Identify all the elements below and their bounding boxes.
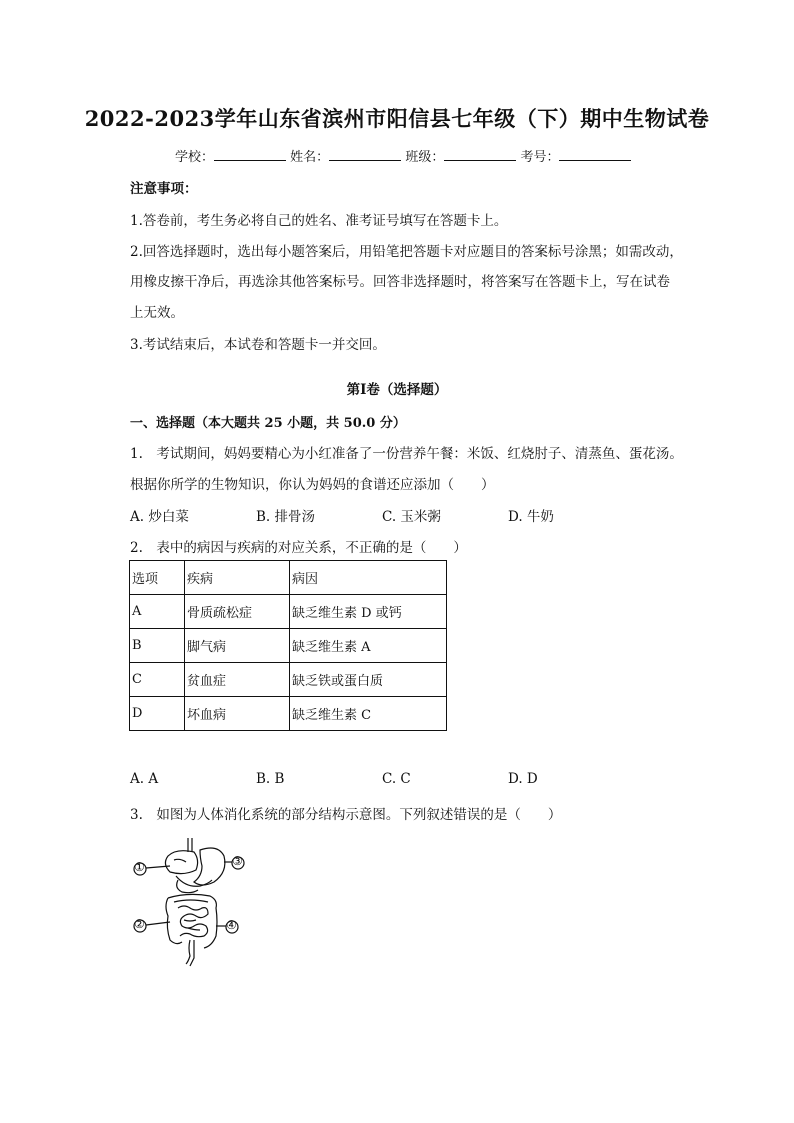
exam-no-label: 考号： xyxy=(520,150,560,165)
table-cell: 脚气病 xyxy=(185,629,290,663)
school-blank xyxy=(214,148,286,161)
table-cell: 骨质疏松症 xyxy=(185,595,290,629)
name-label: 姓名： xyxy=(290,150,330,165)
q1-option-c: C. 玉米粥 xyxy=(382,509,441,525)
q1-option-a: A. 炒白菜 xyxy=(130,509,189,525)
q2-option-b: B. B xyxy=(256,771,285,787)
name-blank xyxy=(329,148,401,161)
table-header-row xyxy=(130,561,447,595)
diagram-label-3: ③ xyxy=(232,854,243,868)
student-info-line xyxy=(175,146,631,165)
rectum-shape xyxy=(186,940,194,966)
q3-stem: 3. 如图为人体消化系统的部分结构示意图。下列叙述错误的是（ ） xyxy=(130,807,562,823)
table-cell: C xyxy=(130,663,185,697)
table-cell: 坏血病 xyxy=(185,697,290,731)
notice-item-2-line-3: 上无效。 xyxy=(130,305,184,321)
table-cell: B xyxy=(130,629,185,663)
table-row xyxy=(130,663,447,697)
notice-item-2-line-1: 2.回答选择题时，选出每小题答案后，用铅笔把答题卡对应题目的答案标号涂黑；如需改动， xyxy=(130,244,683,260)
q1-option-b: B. 排骨汤 xyxy=(256,509,316,525)
part1-heading: 第Ⅰ卷（选择题） xyxy=(346,382,448,398)
table-header-cell: 选项 xyxy=(130,561,185,595)
table-cell: A xyxy=(130,595,185,629)
table-cell: 缺乏维生素 C xyxy=(290,697,447,731)
diagram-label-4: ④ xyxy=(226,918,237,932)
q1-stem-line-2: 根据你所学的生物知识，你认为妈妈的食谱还应添加（ ） xyxy=(130,477,495,493)
table-row xyxy=(130,595,447,629)
q2-option-c: C. C xyxy=(382,771,411,787)
table-row xyxy=(130,697,447,731)
q1-stem-line-1: 1. 考试期间，妈妈要精心为小红准备了一份营养午餐：米饭、红烧肘子、清蒸鱼、蛋花汤。 xyxy=(130,446,683,462)
large-intestine-shape xyxy=(166,898,182,944)
liver-shape xyxy=(165,851,197,874)
q1-option-d: D. 牛奶 xyxy=(508,509,554,525)
notice-item-3: 3.考试结束后，本试卷和答题卡一并交回。 xyxy=(130,337,386,353)
class-label: 班级： xyxy=(405,150,445,165)
esophagus-shape xyxy=(188,838,192,852)
stomach-shape xyxy=(194,848,225,885)
section-heading: 一、选择题（本大题共 25 小题，共 50.0 分） xyxy=(130,416,406,431)
notice-item-1: 1.答卷前，考生务必将自己的姓名、准考证号填写在答题卡上。 xyxy=(130,213,508,229)
diagram-label-2: ② xyxy=(134,917,145,931)
q2-stem: 2. 表中的病因与疾病的对应关系，不正确的是（ ） xyxy=(130,540,467,556)
q2-option-d: D. D xyxy=(508,771,538,787)
table-header-cell: 病因 xyxy=(290,561,447,595)
diagram-label-1: ① xyxy=(134,860,145,874)
q2-option-a: A. A xyxy=(130,771,159,787)
table-cell: 缺乏维生素 A xyxy=(290,629,447,663)
class-blank xyxy=(444,148,516,161)
table-cell: 贫血症 xyxy=(185,663,290,697)
notice-item-2-line-2: 用橡皮擦干净后，再选涂其他答案标号。回答非选择题时，将答案写在答题卡上，写在试卷 xyxy=(130,274,670,290)
table-cell: D xyxy=(130,697,185,731)
table-cell: 缺乏维生素 D 或钙 xyxy=(290,595,447,629)
table-row xyxy=(130,629,447,663)
page-title: 2022-2023学年山东省滨州市阳信县七年级（下）期中生物试卷 xyxy=(84,106,710,131)
notice-heading: 注意事项： xyxy=(130,181,198,197)
q2-table xyxy=(129,560,447,731)
table-cell: 缺乏铁或蛋白质 xyxy=(290,663,447,697)
table-header-cell: 疾病 xyxy=(185,561,290,595)
school-label: 学校： xyxy=(175,150,215,165)
exam-no-blank xyxy=(559,148,631,161)
